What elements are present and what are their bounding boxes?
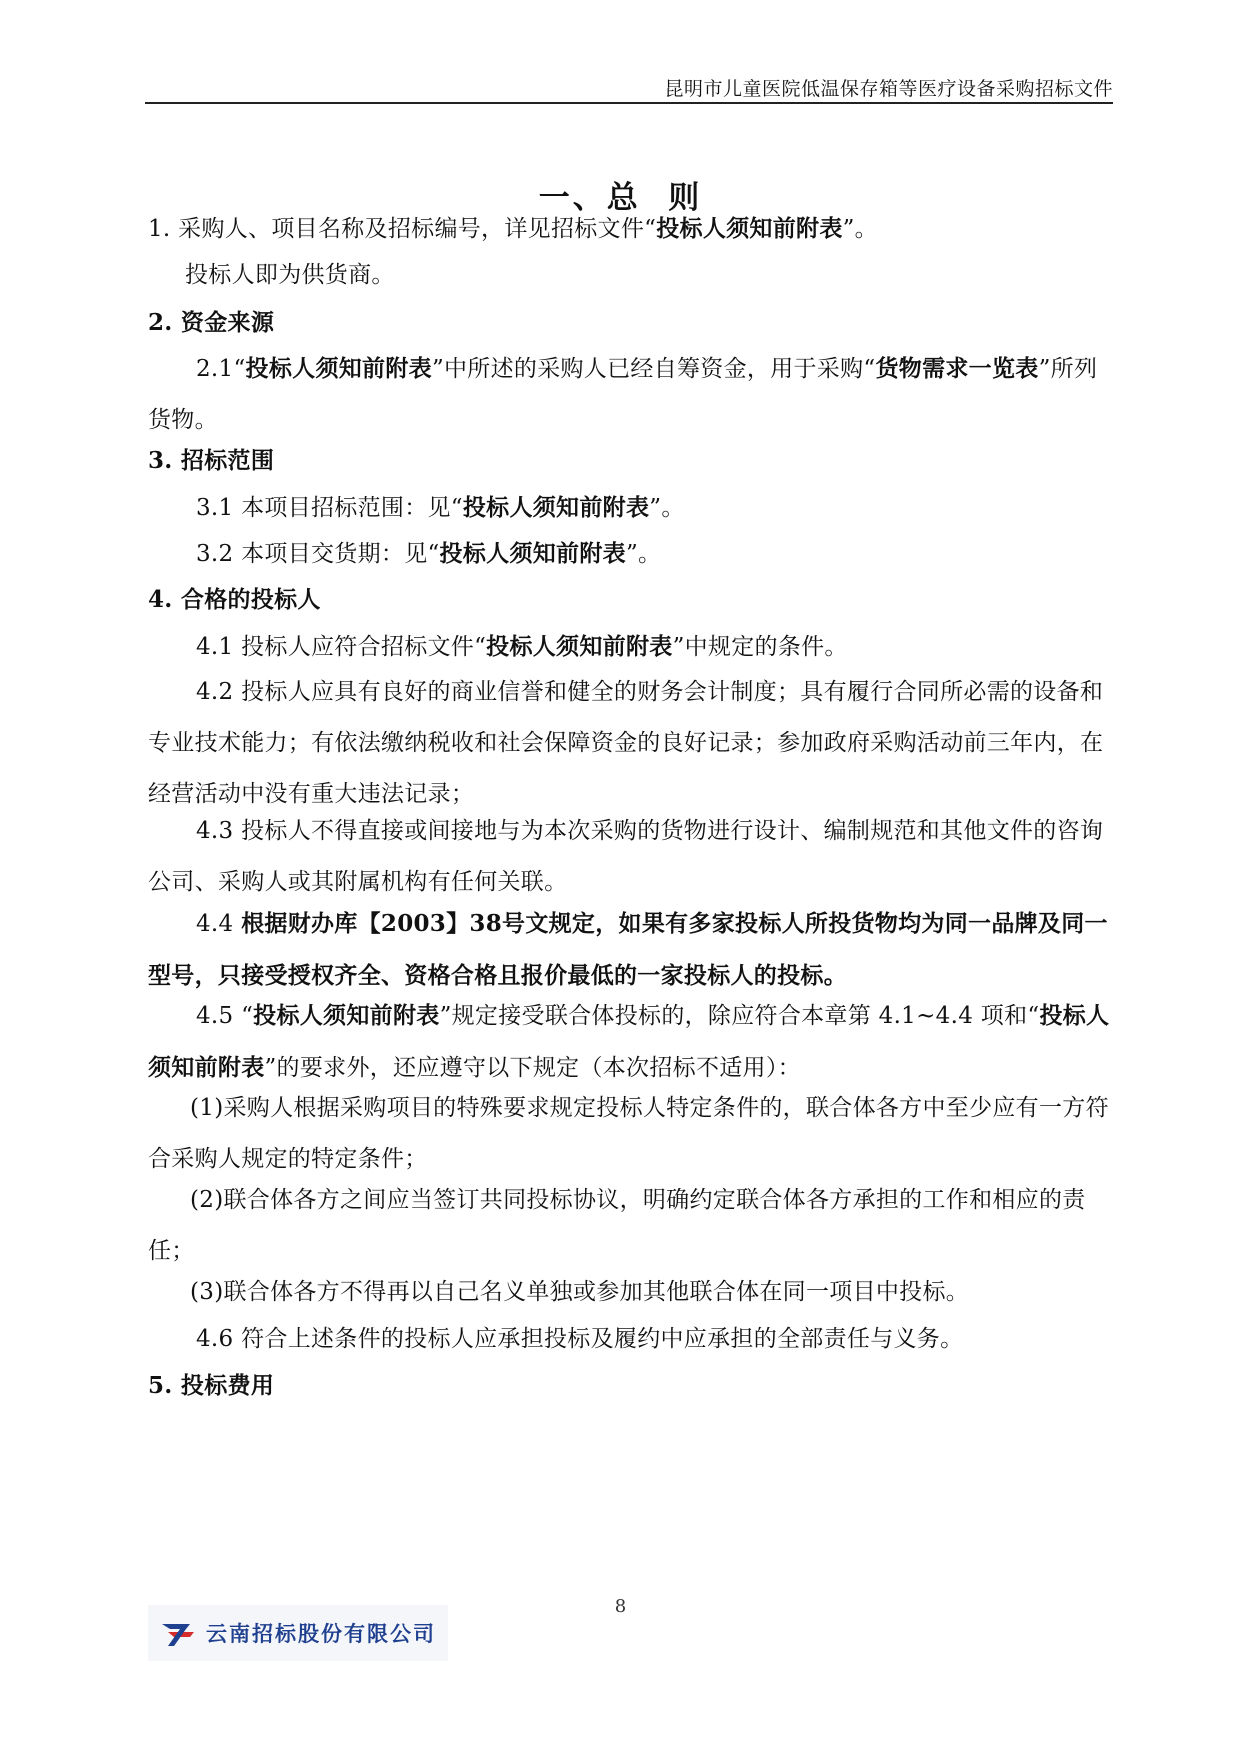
text-run: 4.1 投标人应符合招标文件“ — [196, 634, 487, 660]
paragraph-3-2 — [196, 528, 1164, 580]
section-heading-scope — [148, 435, 1116, 486]
text-run: (1)采购人根据采购项目的特殊要求规定投标人特定条件的，联合体各方中至少应有一方符合采购人规定的特定条件； — [148, 1095, 1109, 1172]
paragraph-2-1 — [148, 343, 1116, 446]
text-run: ”规定接受联合体投标的，除应符合本章第 4.1~4.4 项和“ — [439, 1003, 1040, 1029]
text-run: ”。 — [842, 216, 878, 242]
text-run: 3.2 本项目交货期：见“ — [196, 541, 440, 567]
paragraph-2 — [185, 250, 1153, 301]
paragraph-4-5-3 — [190, 1267, 1158, 1318]
text-run: 2.1“ — [196, 356, 246, 382]
text-run: 4.4 — [196, 911, 242, 937]
paragraph-4-5-2 — [148, 1175, 1116, 1277]
header-title: 昆明市儿童医院低温保存箱等医疗设备采购招标文件 — [664, 78, 1113, 100]
paragraph-4-2 — [148, 667, 1116, 820]
company-logo — [148, 1605, 448, 1661]
text-run: ”。 — [649, 495, 685, 521]
text-run: 投标人须知前附表 — [253, 1002, 440, 1029]
page-header — [145, 72, 1113, 104]
text-run: 4.5 “ — [196, 1003, 254, 1029]
text-run: 3.1 本项目招标范围：见“ — [196, 495, 463, 521]
text-run: ”中规定的条件。 — [672, 634, 848, 660]
paragraph-4-4 — [148, 898, 1116, 1002]
text-run: ”中所述的采购人已经自筹资金，用于采购“ — [431, 356, 876, 382]
section-heading-bid-costs — [148, 1360, 1116, 1411]
text-run: 货物需求一览表 — [875, 355, 1039, 382]
paragraph-4-3 — [148, 806, 1116, 908]
paragraph-4-1 — [196, 621, 1164, 673]
text-run: 投标人须知前附表 — [245, 355, 432, 382]
text-run: 4.6 符合上述条件的投标人应承担投标及履约中应承担的全部责任与义务。 — [196, 1326, 964, 1352]
text-run: 3. 招标范围 — [148, 447, 275, 474]
text-run: 投标人须知前附表 — [486, 633, 673, 660]
section-heading-eligible-bidders — [148, 574, 1116, 625]
text-run: 投标人须知前附表 — [439, 540, 626, 567]
text-run: 投标人须知前附表 — [462, 494, 650, 521]
text-run: 4. 合格的投标人 — [148, 586, 321, 613]
page-number: 8 — [614, 1596, 627, 1617]
text-run: 1. 采购人、项目名称及招标编号，详见招标文件“ — [148, 216, 657, 242]
paragraph-4-6 — [196, 1314, 1164, 1365]
text-run: (3)联合体各方不得再以自己名义单独或参加其他联合体在同一项目中投标。 — [190, 1279, 970, 1305]
text-run: 5. 投标费用 — [148, 1372, 275, 1399]
section-heading-funds — [148, 297, 1116, 348]
text-run: 4.3 投标人不得直接或间接地与为本次采购的货物进行设计、编制规范和其他文件的咨询公司、采购人或其附属机构有任何关联。 — [148, 818, 1104, 895]
text-run: 根据财办库【2003】38号文规定，如果有多家投标人所投货物均为同一品牌及同一型号，只接受授权齐全、资格合格且报价最低的一家投标人的投标。 — [148, 910, 1108, 989]
company-logo-text: 云南招标股份有限公司 — [206, 1622, 436, 1646]
text-run: ”所列货物。 — [148, 356, 1098, 433]
paragraph-4-5-1 — [148, 1083, 1116, 1185]
text-run: ”的要求外，还应遵守以下规定（本次招标不适用）： — [264, 1055, 801, 1081]
text-run: 4.2 投标人应具有良好的商业信誉和健全的财务会计制度；具有履行合同所必需的设备和专业技术能力；有依法缴纳税收和社会保障资金的良好记录；参加政府采购活动前三年内，在经营活动中没有重大违法记录； — [148, 679, 1104, 807]
paragraph-1 — [148, 203, 1116, 255]
paragraph-4-5 — [148, 990, 1116, 1094]
text-run: 投标人须知前附表 — [656, 215, 843, 242]
chapter-title: 一、总 则 — [538, 180, 703, 216]
text-run: 2. 资金来源 — [148, 309, 275, 336]
text-run: (2)联合体各方之间应当签订共同投标协议，明确约定联合体各方承担的工作和相应的责任； — [148, 1187, 1086, 1264]
company-logo-mark-icon — [160, 1618, 200, 1648]
text-run: 投标人须知前附表 — [148, 1002, 1110, 1081]
paragraph-3-1 — [196, 482, 1164, 534]
text-run: 投标人即为供货商。 — [185, 262, 395, 288]
text-run: ”。 — [625, 541, 662, 567]
